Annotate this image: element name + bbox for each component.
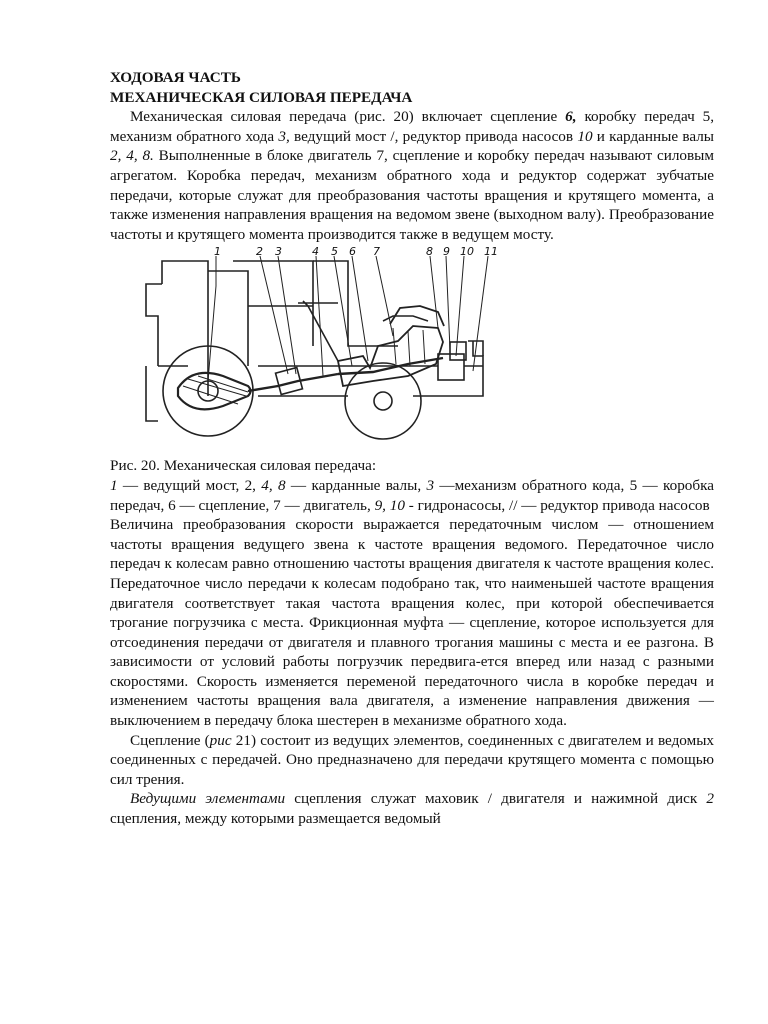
label-6: 6 bbox=[349, 246, 356, 259]
figure-caption-legend: 1 — ведущий мост, 2, 4, 8 — карданные валы, 3 —механизм обратного кода, 5 — коробка передач, 6 — сцепление, 7 — двигатель, 9, 10 - гидронасосы, // — редуктор привода насосов bbox=[110, 476, 714, 514]
label-5: 5 bbox=[331, 246, 338, 259]
figure-caption-title: Рис. 20. Механическая силовая передача: bbox=[110, 457, 377, 475]
transmission-drawing bbox=[138, 246, 528, 456]
label-3: 3 bbox=[275, 246, 282, 259]
label-2: 2 bbox=[256, 246, 263, 259]
paragraph-driving-elements: Ведущими элементами сцепления служат маховик / двигателя и нажимной диск 2 сцепления, между которыми размещается ведомый bbox=[110, 790, 715, 828]
paragraph-speed: Величина преобразования скорости выражается передаточным числом — отношением частоты вращения ведущего звена к частоте вращения ведомого. Передаточное число передач к колесам равно отношению частоты вращения двигателя к частоте вращения колес. Передаточное число передачи к колесам подобрано так, что наименьшей частоте вращения двигателя соответствует такая частота вращения колес, при которой обеспечивается трогание погрузчика с места. Фрикционная муфта — сцепление, которое используется для отсоединения передачи от двигателя и плавного трогания машины с места и ее разгона. В зависимости от условий работы погрузчик передвига-ется вперед или назад с разными скоростями. Скорость изменяется переменой передаточного числа в коробке передач и изменением частоты вращения вала двигателя, а изменение направления движения — выключением в передачу блока шестерен в механизме обратного хода. bbox=[110, 516, 714, 730]
label-11: 11 bbox=[484, 246, 498, 259]
transmission-diagram bbox=[138, 246, 528, 456]
label-8: 8 bbox=[426, 246, 433, 259]
paragraph-intro: Механическая силовая передача (рис. 20) включает сцепление 6, коробку передач 5, механизм обратного хода 3, ведущий мост /, редуктор привода насосов 10 и карданные валы 2, 4, 8. Выполненные в блоке двигатель 7, сцепление и коробку передач называют силовым агрегатом. Коробка передач, механизм обратного хода и редуктор содержат зубчатые передачи, которые служат для преобразования частоты вращения и крутящего момента, а также изменения направления вращения на ведомом звене (выходном валу). Преобразование частоты и крутящего момента производится также в ведущем мосту. bbox=[110, 108, 715, 243]
paragraph-clutch: Сцепление (рис 21) состоит из ведущих элементов, соединенных с двигателем и ведомых соединенных с передачей. Оно предназначено для передачи крутящего момента с помощью сил трения. bbox=[110, 731, 715, 788]
label-4: 4 bbox=[312, 246, 319, 259]
label-9: 9 bbox=[443, 246, 450, 259]
subsection-heading: МЕХАНИЧЕСКАЯ СИЛОВАЯ ПЕРЕДАЧА bbox=[110, 88, 413, 106]
label-7: 7 bbox=[373, 246, 380, 259]
label-1: 1 bbox=[214, 246, 221, 259]
section-heading: ХОДОВАЯ ЧАСТЬ bbox=[110, 69, 241, 86]
document-page bbox=[110, 68, 714, 829]
label-10: 10 bbox=[460, 246, 474, 259]
